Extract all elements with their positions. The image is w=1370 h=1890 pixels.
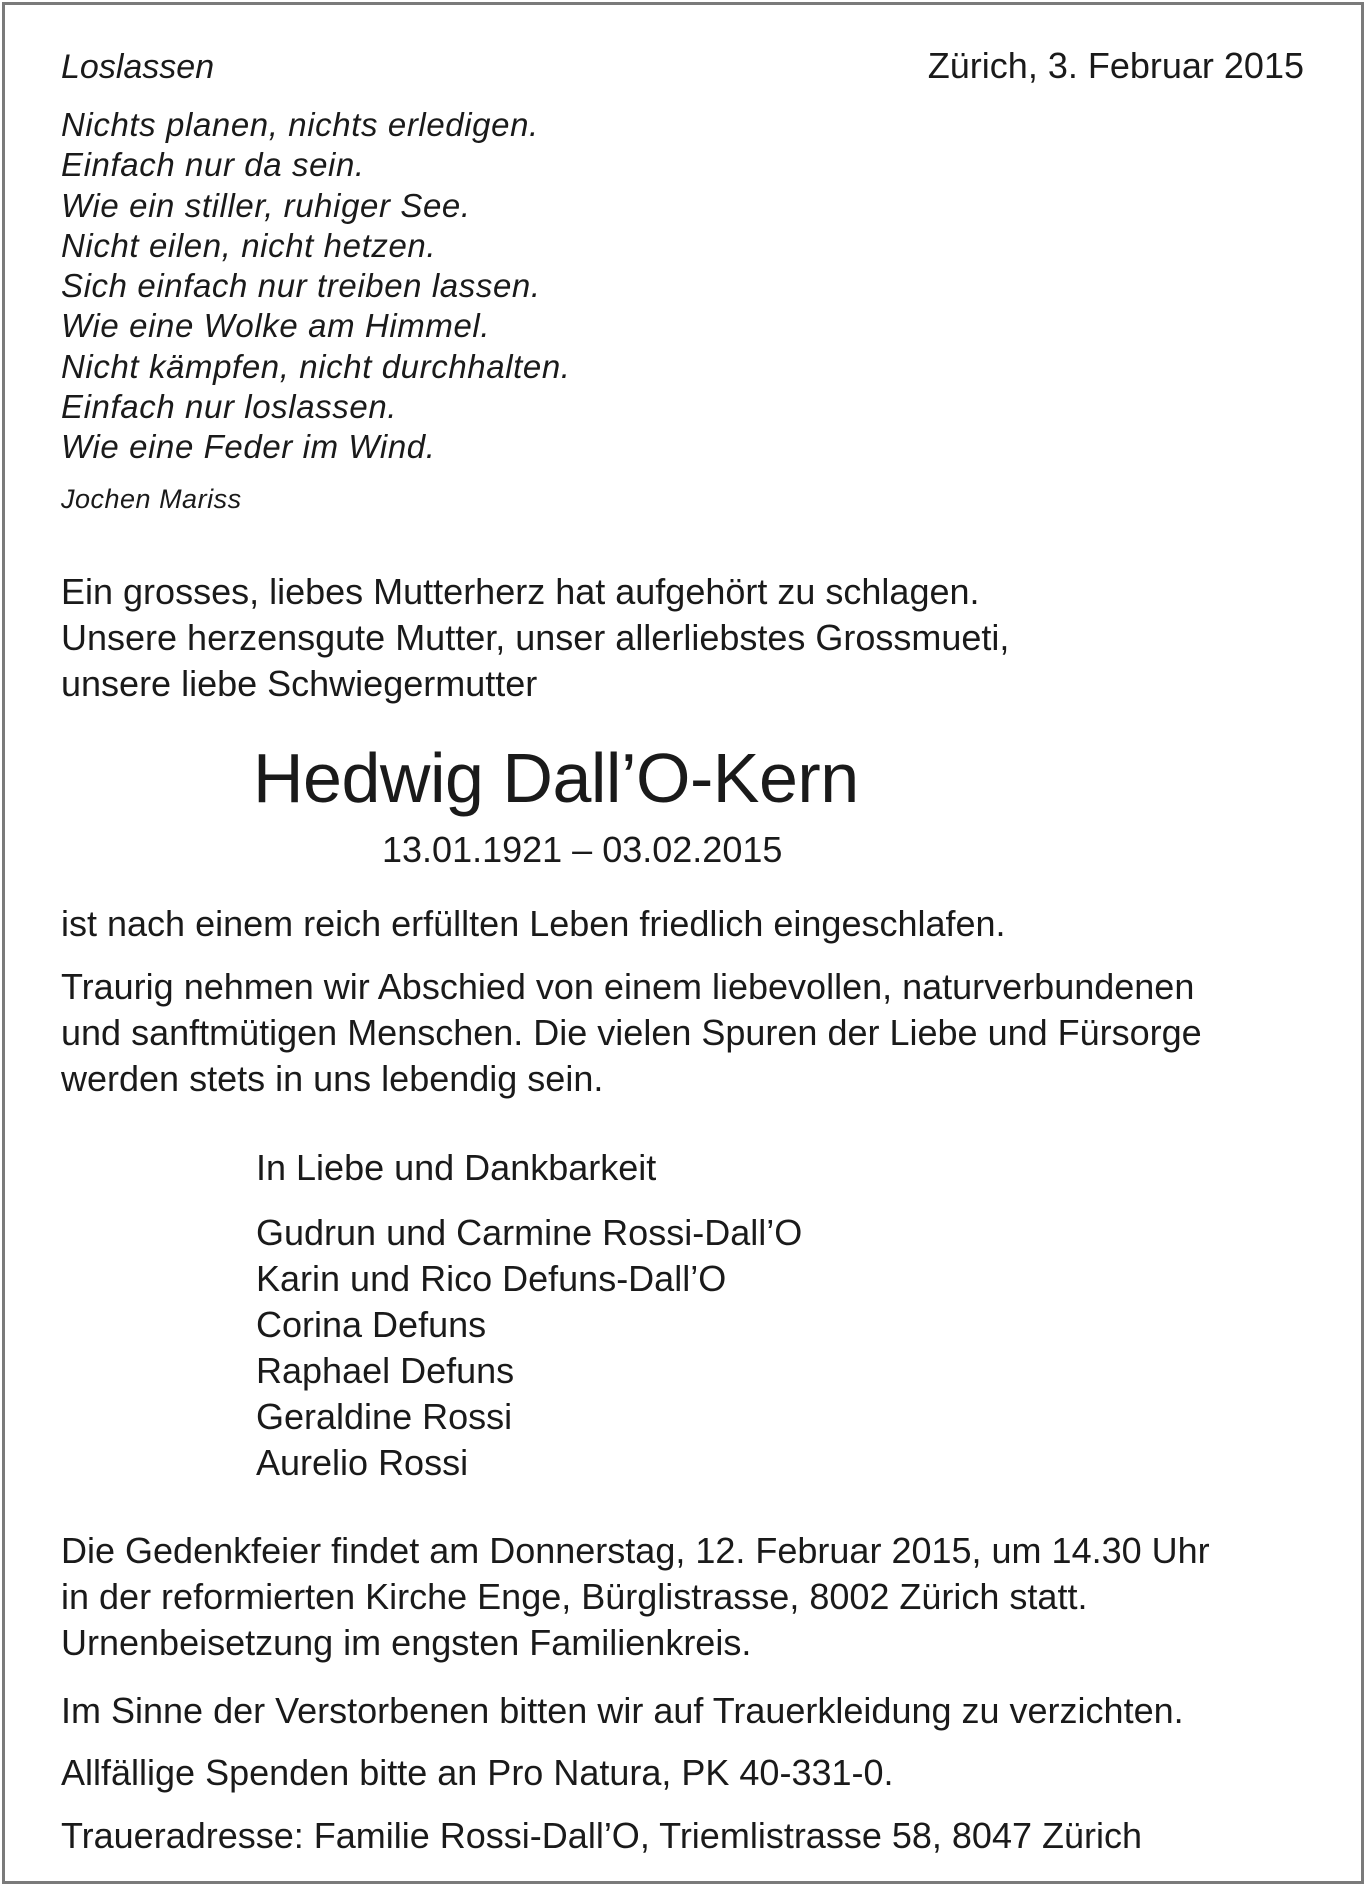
ceremony-line: in der reformierten Kirche Enge, Bürglistrasse, 8002 Zürich statt.: [61, 1576, 1088, 1617]
place-and-date: Zürich, 3. Februar 2015: [927, 45, 1304, 86]
obituary-notice: [2, 2, 1364, 1884]
ceremony-line: Die Gedenkfeier findet am Donnerstag, 12. Februar 2015, um 14.30 Uhr: [61, 1530, 1210, 1571]
life-dates: 13.01.1921 – 03.02.2015: [382, 829, 783, 870]
ceremony-paragraph: [61, 1528, 1210, 1666]
mourners-list: [256, 1210, 802, 1486]
intro-line: Ein grosses, liebes Mutterherz hat aufgehört zu schlagen.: [61, 571, 980, 612]
mourning-address: Traueradresse: Familie Rossi-Dall’O, Triemlistrasse 58, 8047 Zürich: [61, 1815, 1143, 1856]
mourner-name: Karin und Rico Defuns-Dall’O: [256, 1258, 727, 1299]
clothing-notice: Im Sinne der Verstorbenen bitten wir auf Trauerkleidung zu verzichten.: [61, 1690, 1184, 1731]
poem-line: Nicht kämpfen, nicht durchhalten.: [61, 347, 571, 385]
poem-line: Wie eine Feder im Wind.: [61, 428, 436, 466]
intro-line: unsere liebe Schwiegermutter: [61, 663, 538, 704]
intro-line: Unsere herzensgute Mutter, unser allerliebstes Grossmueti,: [61, 617, 1010, 658]
mourner-name: Corina Defuns: [256, 1304, 487, 1345]
farewell-line: Traurig nehmen wir Abschied von einem liebevollen, naturverbundenen: [61, 966, 1195, 1007]
poem-line: Wie eine Wolke am Himmel.: [61, 307, 491, 345]
poem-line: Nicht eilen, nicht hetzen.: [61, 226, 437, 264]
intro-text: [61, 569, 1009, 707]
deceased-name: Hedwig Dall’O-Kern: [253, 739, 859, 817]
farewell-paragraph: [61, 964, 1202, 1102]
ceremony-line: Urnenbeisetzung im engsten Familienkreis.: [61, 1622, 752, 1663]
poem: [61, 105, 571, 468]
mourners-heading: In Liebe und Dankbarkeit: [256, 1147, 657, 1188]
mourner-name: Aurelio Rossi: [256, 1442, 469, 1483]
mourner-name: Gudrun und Carmine Rossi-Dall’O: [256, 1212, 803, 1253]
mourner-name: Raphael Defuns: [256, 1350, 515, 1391]
poem-line: Sich einfach nur treiben lassen.: [61, 267, 541, 305]
poem-line: Einfach nur da sein.: [61, 146, 365, 184]
poem-line: Einfach nur loslassen.: [61, 388, 398, 426]
poem-line: Nichts planen, nichts erledigen.: [61, 106, 539, 143]
sleep-line: ist nach einem reich erfüllten Leben friedlich eingeschlafen.: [61, 903, 1006, 944]
donations-notice: Allfällige Spenden bitte an Pro Natura, PK 40-331-0.: [61, 1752, 894, 1793]
poem-title: Loslassen: [61, 48, 215, 86]
poem-author: Jochen Mariss: [61, 484, 242, 514]
poem-line: Wie ein stiller, ruhiger See.: [61, 186, 471, 224]
farewell-line: werden stets in uns lebendig sein.: [61, 1058, 604, 1099]
farewell-line: und sanftmütigen Menschen. Die vielen Spuren der Liebe und Fürsorge: [61, 1012, 1202, 1053]
mourner-name: Geraldine Rossi: [256, 1396, 513, 1437]
